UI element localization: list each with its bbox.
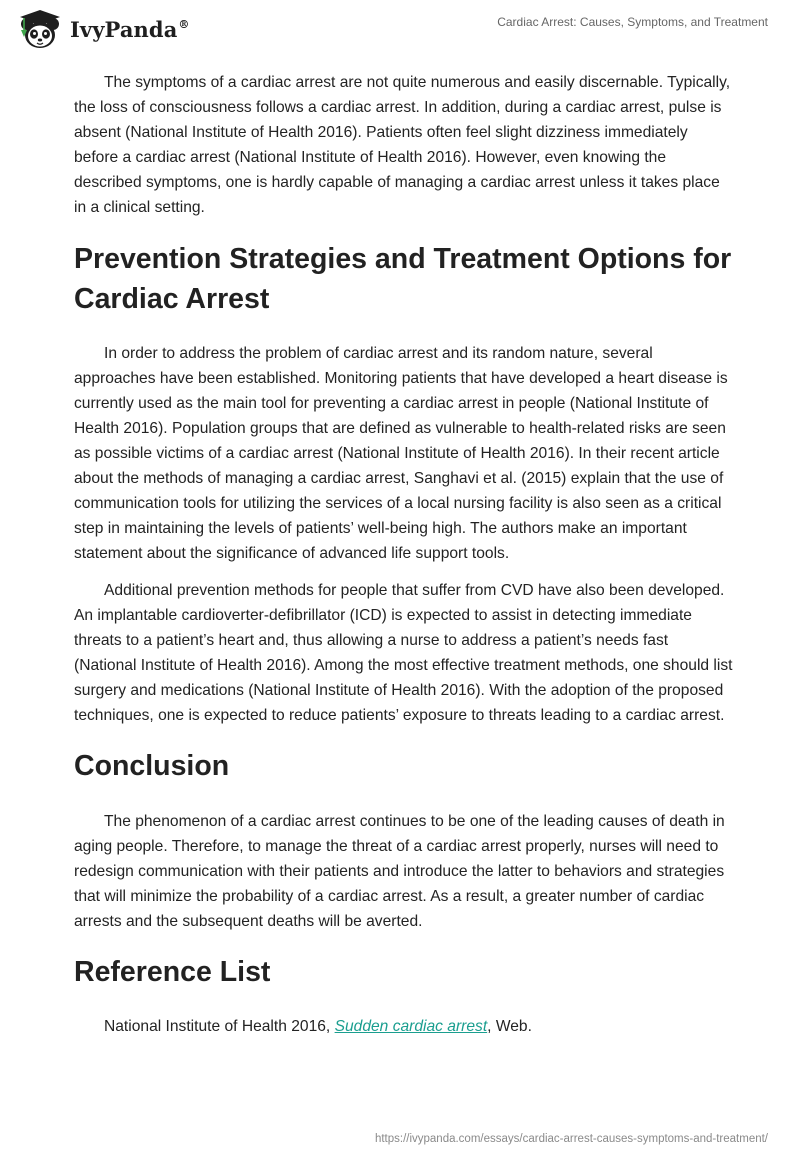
- registered-mark: ®: [178, 17, 190, 31]
- reference-list-heading: Reference List: [74, 956, 271, 988]
- prevention-paragraph-2: Additional prevention methods for people that suffer from CVD have also been developed. An implantable cardioverter-defibrillator (ICD) is expected to assist in detecting immediate threats to a patient’s heart and, thus allowing a nurse to address a patient’s needs fast (National Institute of Health 2016). Among the most effective treatment methods, one should list surgery and medications (National Institute of Health 2016). With the adoption of the proposed techniques, one is expected to reduce patients’ exposure to threats leading to a cardiac arrest.: [74, 582, 733, 724]
- reference-suffix: , Web.: [487, 1018, 532, 1035]
- conclusion-paragraph: The phenomenon of a cardiac arrest continues to be one of the leading causes of death in aging people. Therefore, to manage the threat of a cardiac arrest properly, nurses will need to redesign communication with their patients and introduce the latter to behaviors and strategies that will minimize the probability of a cardiac arrest. As a result, a greater number of cardiac arrests and the subsequent deaths will be averted.: [74, 813, 725, 930]
- document-title: Cardiac Arrest: Causes, Symptoms, and Treatment: [497, 15, 768, 29]
- conclusion-heading: Conclusion: [74, 750, 230, 782]
- brand-label: IvyPanda: [70, 16, 178, 42]
- essay-content: [74, 70, 734, 1039]
- prevention-heading: Prevention Strategies and Treatment Options for Cardiac Arrest: [74, 243, 732, 315]
- reference-prefix: National Institute of Health 2016,: [104, 1018, 335, 1035]
- panda-graduate-icon: [16, 8, 64, 50]
- footer-url: https://ivypanda.com/essays/cardiac-arrest-causes-symptoms-and-treatment/: [374, 1133, 768, 1145]
- ivypanda-logo[interactable]: [16, 8, 190, 50]
- intro-paragraph: The symptoms of a cardiac arrest are not quite numerous and easily discernable. Typically, the loss of consciousness follows a cardiac arrest. In addition, during a cardiac arrest, pulse is absent (National Institute of Health 2016). Patients often feel slight dizziness immediately before a cardiac arrest (National Institute of Health 2016). However, even knowing the described symptoms, one is hardly capable of managing a cardiac arrest unless it takes place in a clinical setting.: [74, 74, 731, 216]
- reference-link[interactable]: Sudden cardiac arrest: [334, 1018, 488, 1035]
- prevention-paragraph-1: In order to address the problem of cardiac arrest and its random nature, several approaches have been established. Monitoring patients that have developed a heart disease is currently used as the main tool for preventing a cardiac arrest in people (National Institute of Health 2016). Population groups that are defined as vulnerable to health-related risks are seen as possible victims of a cardiac arrest (National Institute of Health 2016). In their recent article about the methods of managing a cardiac arrest, Sanghavi et al. (2015) explain that the use of communication tools for utilizing the services of a local nursing facility is also seen as a critical step in maintaining the levels of patients’ well-being high. The authors make an important statement about the significance of advanced life support tools.: [74, 345, 728, 562]
- reference-item: [74, 1014, 734, 1039]
- page-header: [0, 0, 800, 60]
- brand-name: [70, 17, 190, 42]
